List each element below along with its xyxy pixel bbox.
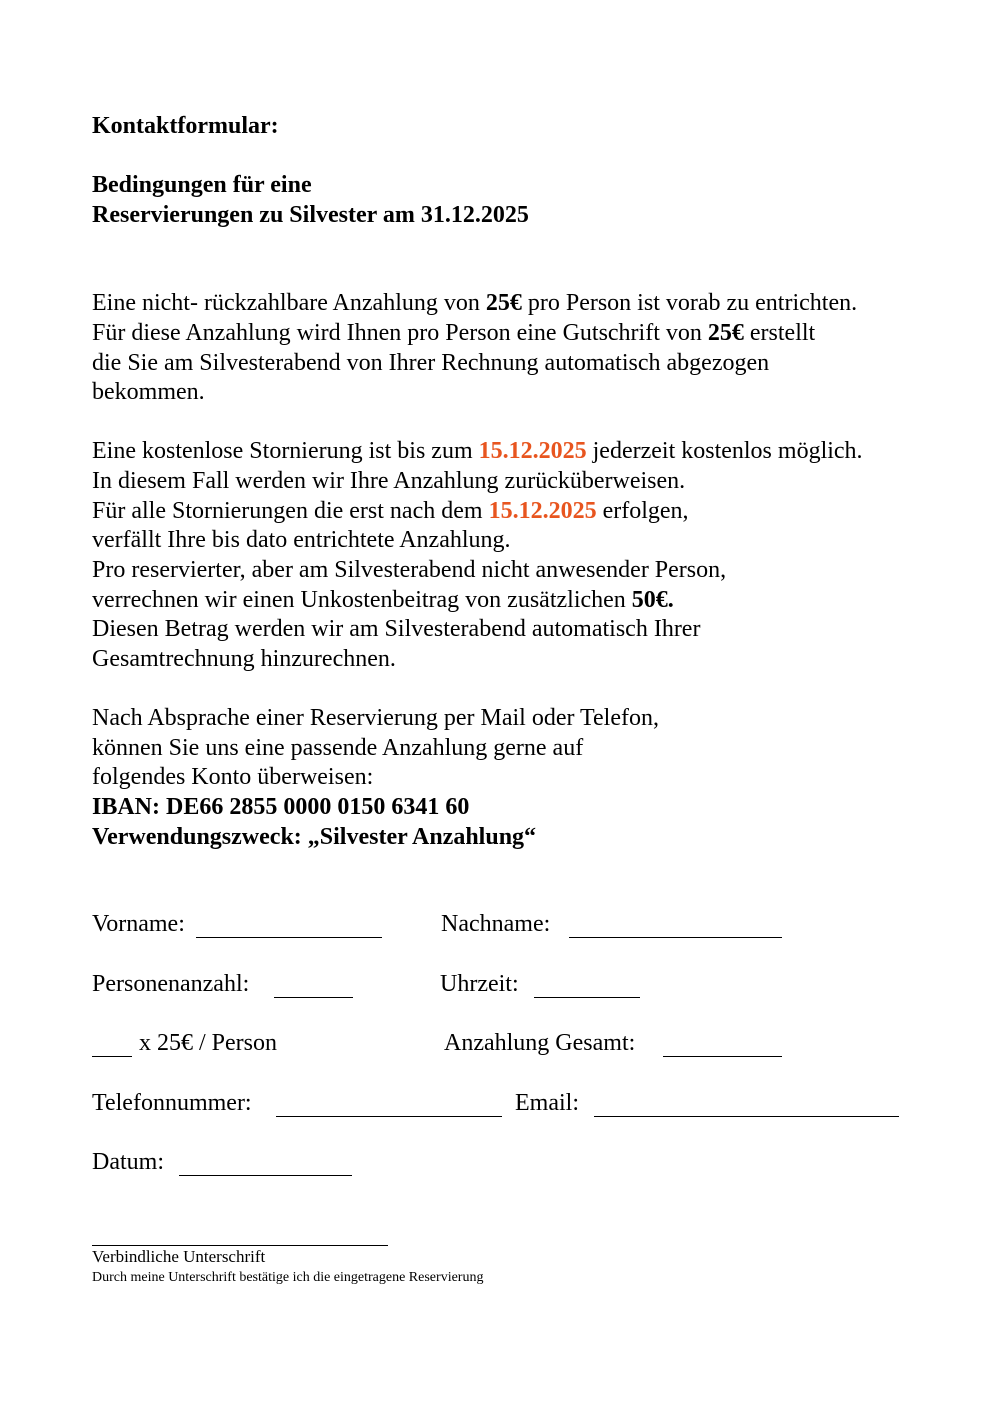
cancellation-line-5: Pro reservierter, aber am Silvesterabend nicht anwesender Person, xyxy=(92,557,727,583)
iban: IBAN: DE66 2855 0000 0150 6341 60 xyxy=(92,794,470,820)
deposit-line-3: die Sie am Silvesterabend von Ihrer Rechnung automatisch abgezogen xyxy=(92,350,770,376)
payment-line-1: Nach Absprache einer Reservierung per Mail oder Telefon, xyxy=(92,705,659,731)
cancellation-line-1 xyxy=(92,436,863,466)
cancellation-line-3 xyxy=(92,496,689,526)
vorname-label: Vorname: xyxy=(92,911,185,937)
personenanzahl-field[interactable] xyxy=(274,997,353,998)
conditions-title-line1: Bedingungen für eine xyxy=(92,172,312,198)
email-label: Email: xyxy=(515,1090,579,1116)
deposit-amount: 25€ xyxy=(485,290,522,316)
deposit-text: erstellt xyxy=(743,320,816,346)
signature-line[interactable] xyxy=(92,1245,388,1246)
payment-line-2: können Sie uns eine passende Anzahlung gerne auf xyxy=(92,735,584,761)
anzahlung-gesamt-label: Anzahlung Gesamt: xyxy=(444,1030,636,1056)
nachname-label: Nachname: xyxy=(441,911,551,937)
payment-reference: Verwendungszweck: „Silvester Anzahlung“ xyxy=(92,824,537,850)
per-person-label: x 25€ / Person xyxy=(139,1030,277,1056)
anzahlung-gesamt-field[interactable] xyxy=(663,1056,782,1057)
cancellation-line-8: Gesamtrechnung hinzurechnen. xyxy=(92,646,396,672)
vorname-field[interactable] xyxy=(196,937,382,938)
signature-label: Verbindliche Unterschrift xyxy=(92,1247,266,1266)
credit-amount: 25€ xyxy=(707,320,744,346)
deposit-line-2 xyxy=(92,318,815,348)
signature-note: Durch meine Unterschrift bestätige ich die eingetragene Reservierung xyxy=(92,1270,484,1285)
cancellation-deadline: 15.12.2025 xyxy=(488,498,597,524)
deposit-text: pro Person ist vorab zu entrichten. xyxy=(521,290,858,316)
form-title: Kontaktformular: xyxy=(92,113,279,139)
cancellation-text: jederzeit kostenlos möglich. xyxy=(586,438,863,464)
telefonnummer-label: Telefonnummer: xyxy=(92,1090,252,1116)
cancellation-text: verrechnen wir einen Unkostenbeitrag von zusätzlichen xyxy=(92,587,632,613)
cancellation-deadline: 15.12.2025 xyxy=(478,438,587,464)
deposit-line-1 xyxy=(92,288,857,318)
telefonnummer-field[interactable] xyxy=(276,1116,502,1117)
datum-label: Datum: xyxy=(92,1149,164,1175)
cancellation-line-4: verfällt Ihre bis dato entrichtete Anzahlung. xyxy=(92,527,511,553)
cancellation-line-6 xyxy=(92,585,674,615)
uhrzeit-label: Uhrzeit: xyxy=(440,971,519,997)
cancellation-text: Eine kostenlose Stornierung ist bis zum xyxy=(92,438,479,464)
datum-field[interactable] xyxy=(179,1175,352,1176)
cancellation-line-7: Diesen Betrag werden wir am Silvesterabend automatisch Ihrer xyxy=(92,616,701,642)
email-field[interactable] xyxy=(594,1116,899,1117)
cancellation-text: Für alle Stornierungen die erst nach dem xyxy=(92,498,489,524)
uhrzeit-field[interactable] xyxy=(534,997,640,998)
personenanzahl-label: Personenanzahl: xyxy=(92,971,250,997)
person-count-field[interactable] xyxy=(92,1056,132,1057)
cancellation-line-2: In diesem Fall werden wir Ihre Anzahlung zurücküberweisen. xyxy=(92,468,686,494)
deposit-text: Eine nicht- rückzahlbare Anzahlung von xyxy=(92,290,486,316)
fee-amount: 50€. xyxy=(631,587,674,613)
nachname-field[interactable] xyxy=(569,937,782,938)
payment-line-3: folgendes Konto überweisen: xyxy=(92,764,374,790)
cancellation-text: erfolgen, xyxy=(596,498,689,524)
conditions-title-line2: Reservierungen zu Silvester am 31.12.2025 xyxy=(92,202,529,228)
deposit-text: Für diese Anzahlung wird Ihnen pro Person eine Gutschrift von xyxy=(92,320,708,346)
deposit-line-4: bekommen. xyxy=(92,379,205,405)
